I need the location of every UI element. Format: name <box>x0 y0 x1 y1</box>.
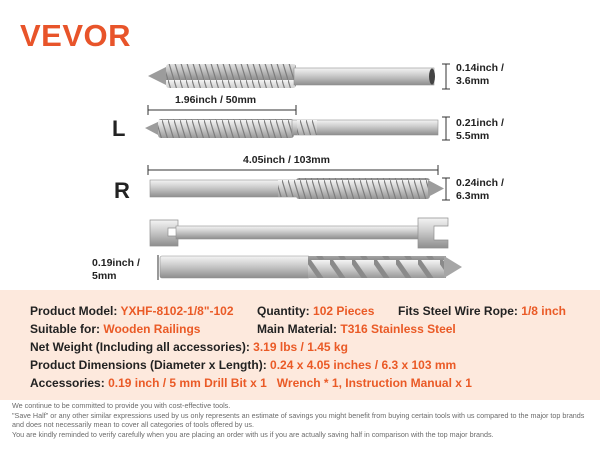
left-screw-length-label: 1.96inch / 50mm <box>175 94 257 106</box>
drill-bit <box>158 255 462 280</box>
right-hand-screw <box>148 165 450 200</box>
drill-bit-diameter-label: 0.19inch / 5mm <box>92 257 140 282</box>
disclaimer-line-1: We continue to be committed to provide you with cost-effective tools. <box>12 401 231 410</box>
wrench <box>150 218 448 248</box>
vevor-logo: VEVOR <box>20 18 132 53</box>
left-hand-screw <box>145 105 450 140</box>
disclaimer-line-3: You are kindly reminded to verify carefully when you are placing an order with us if you are actually saving half in comparison with the top major brands. <box>12 429 494 439</box>
material-label: Main Material: <box>257 322 338 336</box>
model-value: YXHF-8102-1/8"-102 <box>120 304 234 318</box>
right-hand-marker: R <box>114 178 130 203</box>
weight-value: 3.19 lbs / 1.45 kg <box>253 340 348 354</box>
right-screw-diameter-label: 0.24inch / 6.3mm <box>456 177 504 202</box>
left-screw-diameter-label: 0.21inch / 5.5mm <box>456 117 504 142</box>
model-label: Product Model: <box>30 304 118 318</box>
disclaimer-line-2: "Save Half" or any other similar expressions used by us only represents an estimate of savings you might benefit from buying certain tools with us compared to the major top brands and does not necessarily mean to cover all categories of tools offered by us. <box>12 410 585 430</box>
fits-value: 1/8 inch <box>521 304 566 318</box>
suitable-label: Suitable for: <box>30 322 101 336</box>
spec-row-dimensions <box>30 358 456 372</box>
quantity-label: Quantity: <box>257 304 310 318</box>
fits-label: Fits Steel Wire Rope: <box>398 304 518 318</box>
spec-row-accessories <box>30 376 472 390</box>
spec-row-suitable <box>30 322 200 336</box>
left-hand-marker: L <box>112 116 126 141</box>
top-screw-diameter-label: 0.14inch / 3.6mm <box>456 62 504 87</box>
dimensions-label: Product Dimensions (Diameter x Length): <box>30 358 267 372</box>
spec-row-material <box>257 322 456 336</box>
hollow-screw-top <box>148 64 446 89</box>
spec-row-model <box>30 304 234 318</box>
material-value: T316 Stainless Steel <box>340 322 456 336</box>
dimensions-value: 0.24 x 4.05 inches / 6.3 x 103 mm <box>270 358 457 372</box>
accessories-value: 0.19 inch / 5 mm Drill Bit x 1 Wrench * 1, Instruction Manual x 1 <box>108 376 472 390</box>
right-screw-length-label: 4.05inch / 103mm <box>243 154 330 166</box>
accessories-label: Accessories: <box>30 376 105 390</box>
suitable-value: Wooden Railings <box>103 322 201 336</box>
weight-label: Net Weight (Including all accessories): <box>30 340 250 354</box>
spec-row-quantity <box>257 304 374 318</box>
spec-row-weight <box>30 340 348 354</box>
disclaimer <box>12 401 596 439</box>
spec-row-fits <box>398 304 566 318</box>
quantity-value: 102 Pieces <box>313 304 375 318</box>
